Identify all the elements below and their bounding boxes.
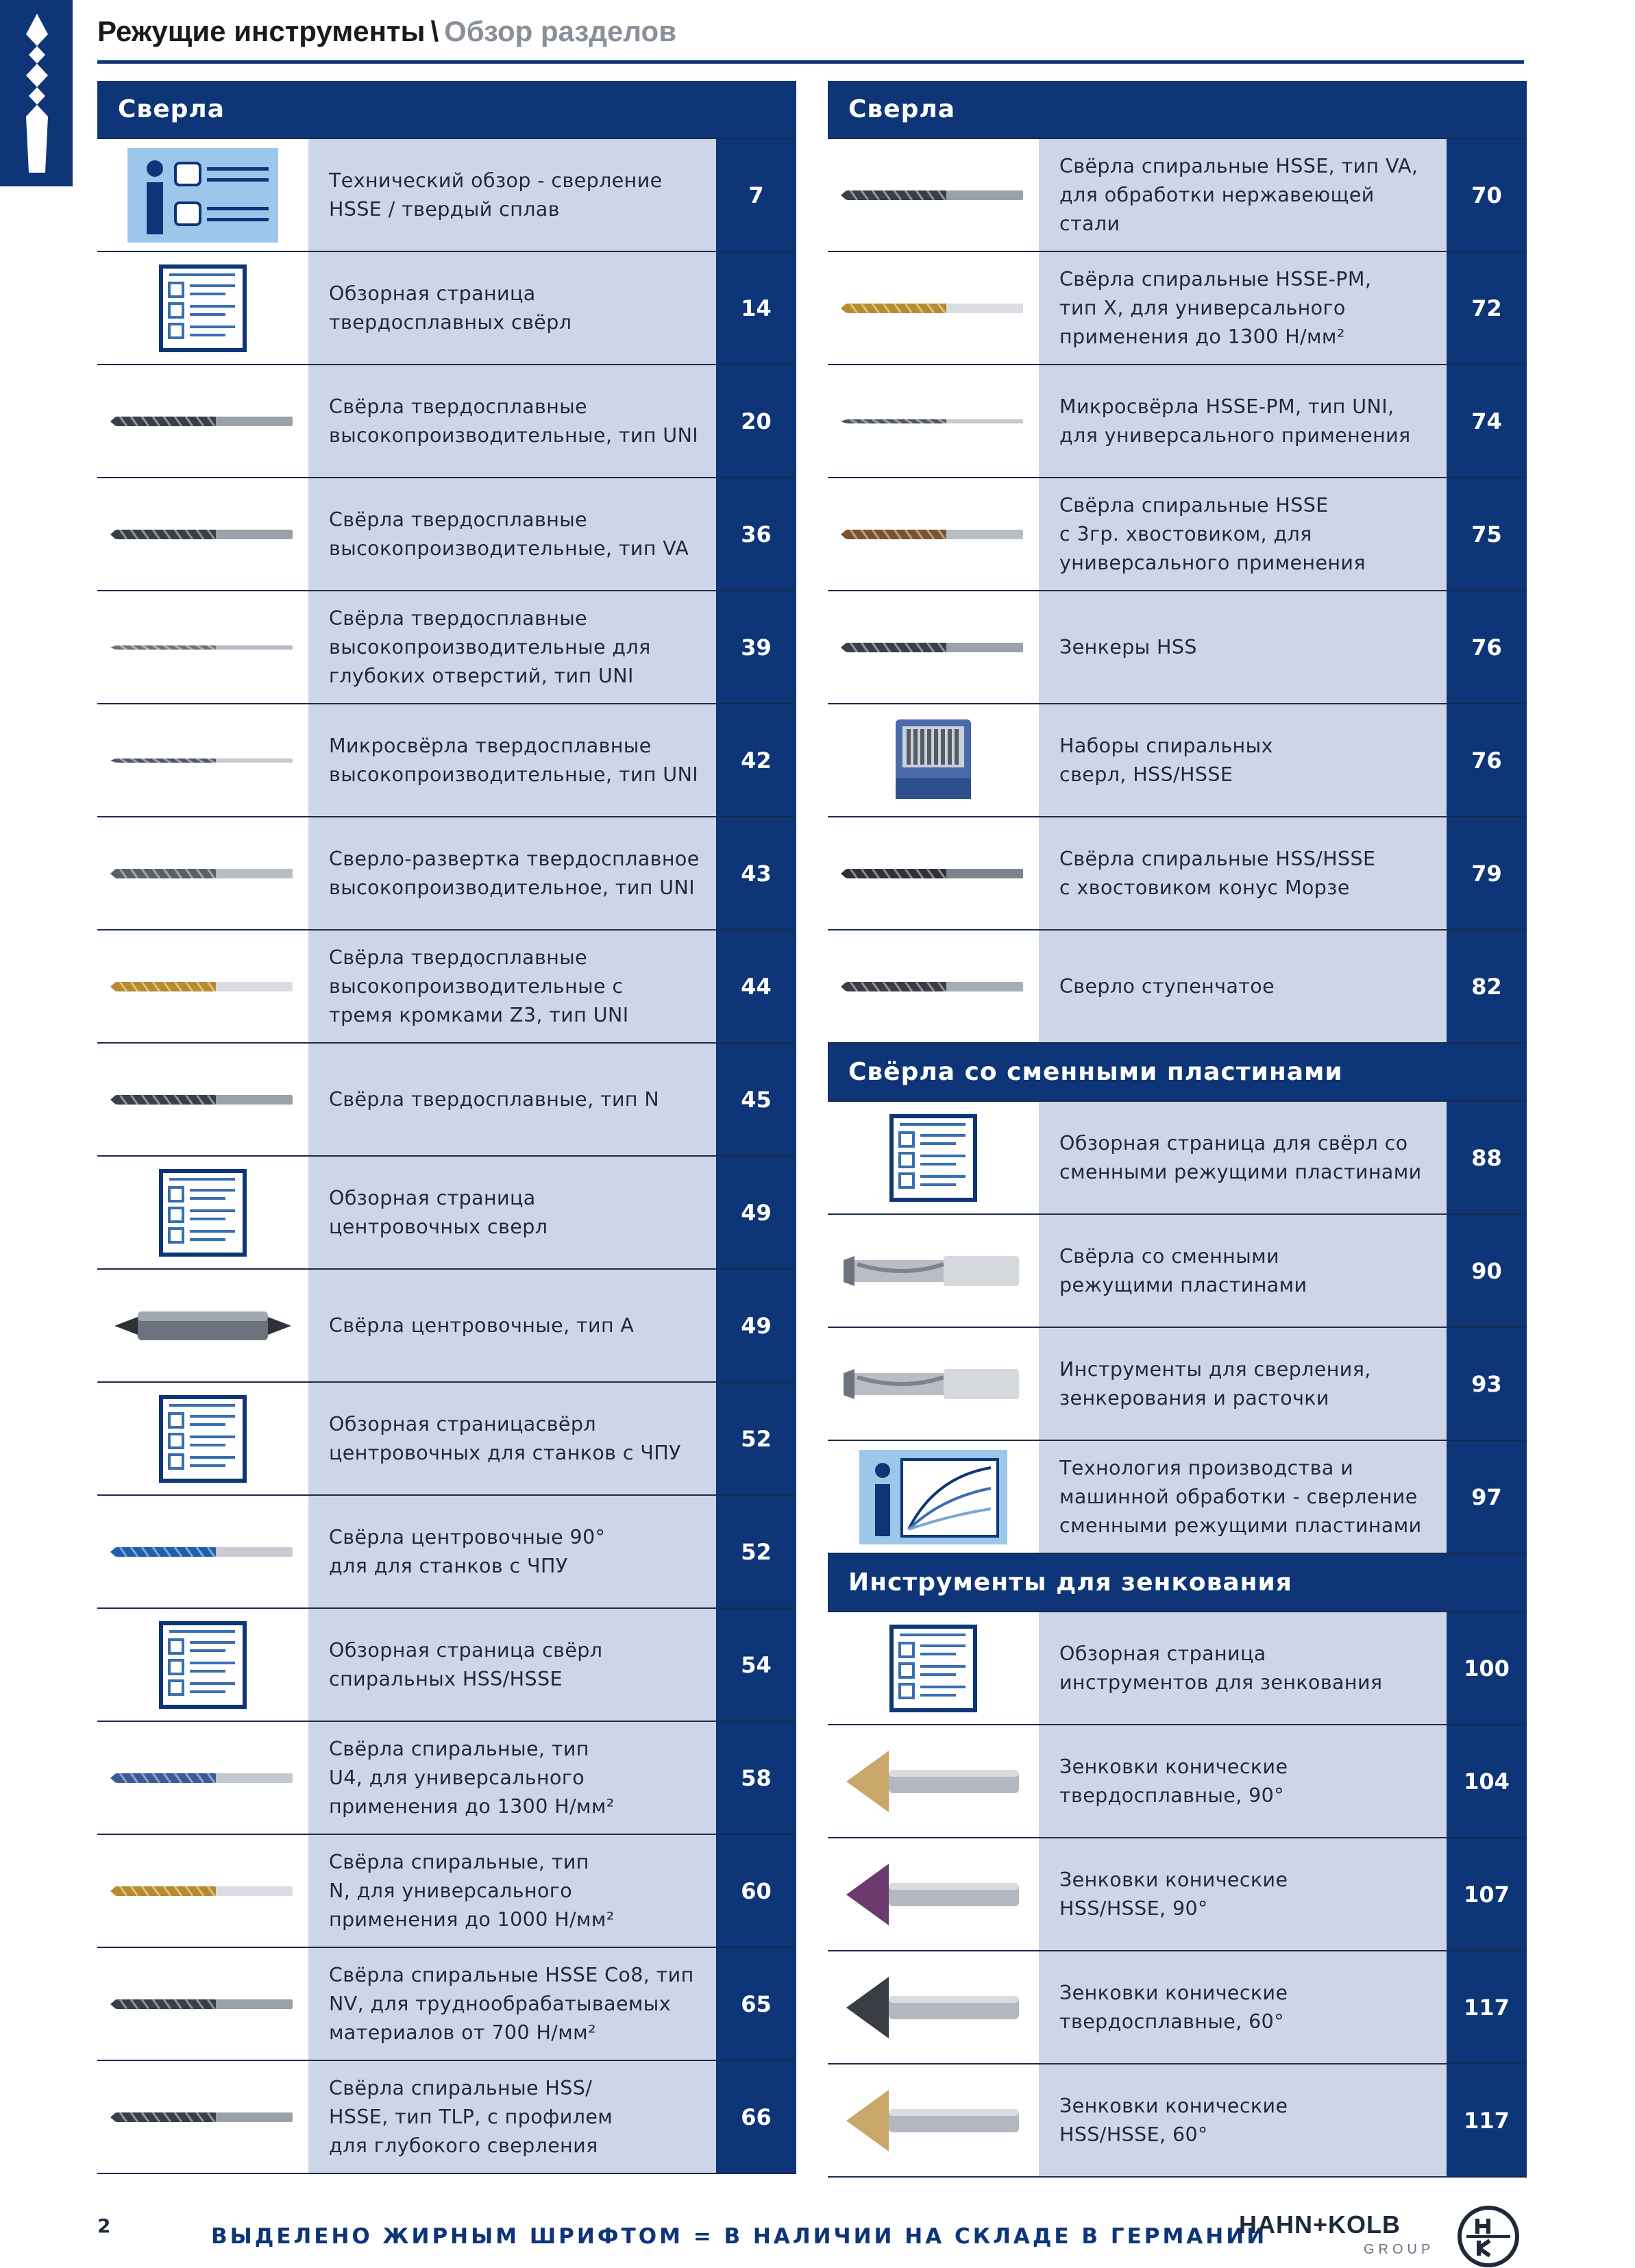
- row-page-number: 79: [1447, 817, 1527, 929]
- bronze-drill-image: [828, 478, 1039, 590]
- row-page-number: 82: [1447, 930, 1527, 1042]
- section-rows: [97, 138, 796, 2174]
- row-description: Обзорная страницасвёрл центровочных для станков с ЧПУ: [308, 1383, 716, 1494]
- catalog-row: [97, 1042, 796, 1155]
- row-description: Свёрла твердосплавные высокопроизводительные для глубоких отверстий, тип UNI: [308, 591, 716, 703]
- row-page-number: 39: [716, 591, 796, 703]
- section-header: Сверла: [97, 81, 796, 138]
- row-page-number: 49: [716, 1270, 796, 1381]
- row-page-number: 45: [716, 1044, 796, 1155]
- title-separator: \: [430, 15, 439, 47]
- row-page-number: 88: [1447, 1102, 1527, 1213]
- brand-logo: [1239, 2205, 1527, 2260]
- row-description: Свёрла спиральные HSSE-PM, тип X, для универсального применения до 1300 Н/мм²: [1039, 252, 1447, 364]
- row-description: Свёрла спиральные HSS/ HSSE, тип TLP, с профилем для глубокого сверления: [308, 2061, 716, 2173]
- gold-drill-image: [97, 930, 308, 1042]
- list-icon: [97, 1157, 308, 1268]
- catalog-row: [828, 1611, 1527, 1724]
- page-title: [97, 15, 676, 48]
- row-description: Зенкеры HSS: [1039, 591, 1447, 703]
- brand-group: GROUP: [1364, 2242, 1435, 2257]
- row-description: Свёрла спиральные, тип N, для универсального применения до 1000 Н/мм²: [308, 1835, 716, 1947]
- page-number: 2: [97, 2215, 111, 2237]
- row-description: Технический обзор - сверление HSSE / твердый сплав: [308, 139, 716, 251]
- catalog-row: [828, 251, 1527, 364]
- catalog-row: [828, 477, 1527, 590]
- row-page-number: 60: [716, 1835, 796, 1947]
- insert-drill-image: [828, 1215, 1039, 1327]
- drill-image: [828, 139, 1039, 251]
- catalog-row: [97, 1834, 796, 1947]
- catalog-row: [97, 1381, 796, 1494]
- row-description: Свёрла спиральные HSSE с 3гр. хвостовиком, для универсального применения: [1039, 478, 1447, 590]
- row-page-number: 97: [1447, 1441, 1527, 1553]
- step-drill-image: [828, 930, 1039, 1042]
- row-page-number: 104: [1447, 1725, 1527, 1837]
- row-page-number: 65: [716, 1948, 796, 2060]
- row-page-number: 52: [716, 1383, 796, 1494]
- drill-tab-icon: [18, 14, 56, 173]
- gold-drill-image: [828, 252, 1039, 364]
- catalog-row: [97, 477, 796, 590]
- row-page-number: 36: [716, 478, 796, 590]
- row-page-number: 107: [1447, 1838, 1527, 1950]
- list-icon: [828, 1102, 1039, 1213]
- catalog-row: [97, 251, 796, 364]
- row-page-number: 20: [716, 365, 796, 477]
- catalog-row: [97, 929, 796, 1042]
- countersink-gold-image: [828, 1725, 1039, 1837]
- countersink-dark-image: [828, 1951, 1039, 2063]
- drill-image: [97, 478, 308, 590]
- catalog-row: [828, 1213, 1527, 1327]
- stock-note: ВЫДЕЛЕНО ЖИРНЫМ ШРИФТОМ = В НАЛИЧИИ НА СКЛАДЕ В ГЕРМАНИИ: [211, 2224, 1268, 2249]
- row-description: Зенковки конические HSS/HSSE, 90°: [1039, 1838, 1447, 1950]
- catalog-row: [828, 703, 1527, 816]
- row-description: Инструменты для сверления, зенкерования и расточки: [1039, 1328, 1447, 1440]
- row-page-number: 90: [1447, 1215, 1527, 1327]
- catalog-row: [828, 364, 1527, 477]
- catalog-row: [97, 1494, 796, 1607]
- section-header: Инструменты для зенкования: [828, 1554, 1527, 1611]
- catalog-row: [828, 816, 1527, 929]
- right-column: [828, 81, 1527, 2178]
- section-rows: [828, 138, 1527, 1044]
- catalog-row: [828, 1327, 1527, 1440]
- center-drill-image: [97, 1270, 308, 1381]
- catalog-row: [97, 2060, 796, 2174]
- row-description: Свёрла твердосплавные высокопроизводительные, тип VA: [308, 478, 716, 590]
- row-page-number: 54: [716, 1609, 796, 1721]
- row-description: Обзорная страница твердосплавных свёрл: [308, 252, 716, 364]
- row-description: Свёрла центровочные 90° для для станков с ЧПУ: [308, 1496, 716, 1607]
- drill-image: [97, 1948, 308, 2060]
- catalog-row: [97, 138, 796, 251]
- row-description: Свёрла твердосплавные, тип N: [308, 1044, 716, 1155]
- row-description: Обзорная страница для свёрл со сменными режущими пластинами: [1039, 1102, 1447, 1213]
- drill-image: [828, 591, 1039, 703]
- catalog-row: [828, 1837, 1527, 1950]
- info-icon: [97, 139, 308, 251]
- row-description: Зенковки конические твердосплавные, 60°: [1039, 1951, 1447, 2063]
- info-chart-icon: [828, 1441, 1039, 1553]
- row-description: Сверло ступенчатое: [1039, 930, 1447, 1042]
- reamer-drill-image: [97, 817, 308, 929]
- list-icon: [97, 1383, 308, 1494]
- hk-logo-icon: [1457, 2205, 1520, 2268]
- left-column: [97, 81, 796, 2174]
- insert-drill-image: [828, 1328, 1039, 1440]
- list-icon: [97, 252, 308, 364]
- row-description: Обзорная страница центровочных сверл: [308, 1157, 716, 1268]
- row-page-number: 76: [1447, 591, 1527, 703]
- catalog-row: [97, 703, 796, 816]
- row-page-number: 42: [716, 704, 796, 816]
- row-description: Наборы спиральных сверл, HSS/HSSE: [1039, 704, 1447, 816]
- catalog-row: [828, 1950, 1527, 2063]
- nc-spot-drill-image: [97, 1496, 308, 1607]
- catalog-row: [828, 929, 1527, 1044]
- row-page-number: 70: [1447, 139, 1527, 251]
- title-rule: [97, 60, 1524, 64]
- row-page-number: 52: [716, 1496, 796, 1607]
- row-description: Свёрла спиральные, тип U4, для универсального применения до 1300 Н/мм²: [308, 1722, 716, 1834]
- drill-set-image: [828, 704, 1039, 816]
- page-title-main: Режущие инструменты: [97, 15, 426, 47]
- catalog-row: [97, 1607, 796, 1721]
- row-description: Обзорная страница свёрл спиральных HSS/HSSE: [308, 1609, 716, 1721]
- row-page-number: 49: [716, 1157, 796, 1268]
- section-rows: [828, 1611, 1527, 2178]
- row-page-number: 43: [716, 817, 796, 929]
- catalog-row: [828, 1724, 1527, 1837]
- catalog-row: [97, 1268, 796, 1381]
- row-description: Свёрла твердосплавные высокопроизводительные с тремя кромками Z3, тип UNI: [308, 930, 716, 1042]
- row-description: Технология производства и машинной обработки - сверление сменными режущими пластинами: [1039, 1441, 1447, 1553]
- catalog-row: [97, 816, 796, 929]
- micro-drill-image: [828, 365, 1039, 477]
- row-page-number: 76: [1447, 704, 1527, 816]
- list-icon: [97, 1609, 308, 1721]
- row-description: Свёрла со сменными режущими пластинами: [1039, 1215, 1447, 1327]
- row-page-number: 75: [1447, 478, 1527, 590]
- row-description: Свёрла спиральные HSSE, тип VA, для обработки нержавеющей стали: [1039, 139, 1447, 251]
- row-description: Сверло-развертка твердосплавное высокопроизводительное, тип UNI: [308, 817, 716, 929]
- catalog-row: [97, 1947, 796, 2060]
- drill-image: [97, 1044, 308, 1155]
- row-description: Свёрла твердосплавные высокопроизводительные, тип UNI: [308, 365, 716, 477]
- row-description: Зенковки конические HSS/HSSE, 60°: [1039, 2064, 1447, 2176]
- row-page-number: 93: [1447, 1328, 1527, 1440]
- catalog-row: [828, 1440, 1527, 1554]
- countersink-gold-image: [828, 2064, 1039, 2176]
- catalog-row: [97, 1721, 796, 1834]
- section-header: Свёрла со сменными пластинами: [828, 1044, 1527, 1100]
- catalog-row: [97, 364, 796, 477]
- gold-drill-image: [97, 1835, 308, 1947]
- drill-image: [97, 365, 308, 477]
- row-page-number: 44: [716, 930, 796, 1042]
- row-description: Обзорная страница инструментов для зенкования: [1039, 1612, 1447, 1724]
- row-page-number: 74: [1447, 365, 1527, 477]
- page-subtitle: Обзор разделов: [444, 15, 677, 47]
- row-page-number: 100: [1447, 1612, 1527, 1724]
- catalog-row: [828, 2063, 1527, 2178]
- countersink-purple-image: [828, 1838, 1039, 1950]
- blue-drill-image: [97, 1722, 308, 1834]
- row-page-number: 7: [716, 139, 796, 251]
- brand-name: HAHN+KOLB: [1239, 2210, 1401, 2239]
- micro-drill-image: [97, 704, 308, 816]
- list-icon: [828, 1612, 1039, 1724]
- row-page-number: 14: [716, 252, 796, 364]
- row-description: Свёрла спиральные HSS/HSSE с хвостовиком конус Морзе: [1039, 817, 1447, 929]
- row-description: Свёрла спиральные HSSE Co8, тип NV, для труднообрабатываемых материалов от 700 Н/мм²: [308, 1948, 716, 2060]
- section-tab: [0, 0, 73, 186]
- row-page-number: 117: [1447, 1951, 1527, 2063]
- row-description: Свёрла центровочные, тип A: [308, 1270, 716, 1381]
- long-drill-image: [97, 591, 308, 703]
- section-rows: [828, 1100, 1527, 1554]
- catalog-row: [97, 590, 796, 703]
- row-page-number: 72: [1447, 252, 1527, 364]
- row-page-number: 66: [716, 2061, 796, 2173]
- row-page-number: 117: [1447, 2064, 1527, 2176]
- catalog-row: [828, 1100, 1527, 1213]
- row-description: Микросвёрла твердосплавные высокопроизводительные, тип UNI: [308, 704, 716, 816]
- morse-drill-image: [828, 817, 1039, 929]
- row-description: Микросвёрла HSSE-PM, тип UNI, для универсального применения: [1039, 365, 1447, 477]
- catalog-row: [97, 1155, 796, 1268]
- section-header: Сверла: [828, 81, 1527, 138]
- catalog-row: [828, 590, 1527, 703]
- row-page-number: 58: [716, 1722, 796, 1834]
- drill-image: [97, 2061, 308, 2173]
- row-description: Зенковки конические твердосплавные, 90°: [1039, 1725, 1447, 1837]
- catalog-row: [828, 138, 1527, 251]
